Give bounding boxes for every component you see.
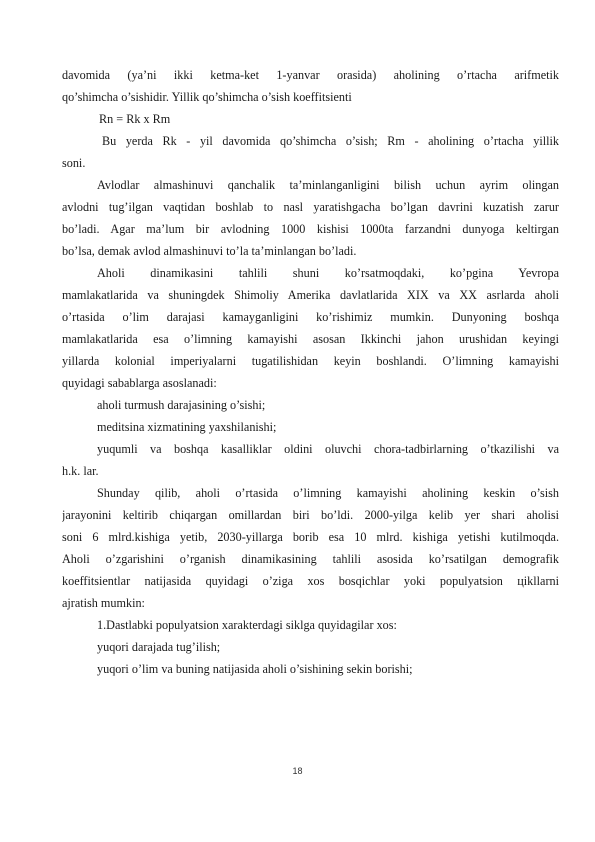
text-line: Shunday qilib, aholi o’rtasida o’limning kamayishi aholining keskin o’sish <box>97 486 559 500</box>
list-item: yuqori darajada tug’ilish; <box>97 640 221 654</box>
list-item: meditsina xizmatining yaxshilanishi; <box>97 420 277 434</box>
text-line: Avlodlar almashinuvi qanchalik ta’minlanganligini bilish uchun ayrim olingan <box>97 178 559 192</box>
text-line: mamlakatlarida va shuningdek Shimoliy Amerika davlatlarida XIX va XX asrlarda aholi <box>62 288 559 302</box>
text-line: ajratish mumkin: <box>62 596 145 610</box>
formula-line: Rn = Rk x Rm <box>99 112 171 126</box>
text-line: avlodni tug’ilgan vaqtidan boshlab to nasl yaratishgacha bo’lgan davrini kuzatish zarur <box>62 200 559 214</box>
text-line: davomida (ya’ni ikki ketma-ket 1-yanvar orasida) aholining o’rtacha arifmetik <box>62 68 559 82</box>
page-body <box>62 64 559 680</box>
list-item: yuqori o’lim va buning natijasida aholi o’sishining sekin borishi; <box>97 662 413 676</box>
text-line: qo’shimcha o’sishidir. Yillik qo’shimcha o’sish koeffitsienti <box>62 90 352 104</box>
text-line: yillarda kolonial imperiyalarni tugatilishidan keyin boshlandi. O’limning kamayishi <box>62 354 559 368</box>
list-item: aholi turmush darajasining o’sishi; <box>97 398 266 412</box>
text-line: Aholi dinamikasini tahlili shuni ko’rsatmoqdaki, ko’pgina Yevropa <box>97 266 559 280</box>
list-item: yuqumli va boshqa kasalliklar oldini oluvchi chora-tadbirlarning o’tkazilishi va <box>97 442 559 456</box>
text-line: soni. <box>62 156 86 170</box>
text-line: bo’ladi. Agar ma’lum bir avlodning 1000 kishisi 1000ta farzandni dunyoga keltirgan <box>62 222 559 236</box>
text-line: bo’lsa, demak avlod almashinuvi to’la ta’minlangan bo’ladi. <box>62 244 357 258</box>
text-line: quyidagi sabablarga asoslanadi: <box>62 376 217 390</box>
text-line: Aholi o’zgarishini o’rganish dinamikasining tahlili asosida ko’rsatilgan demografik <box>62 552 559 566</box>
text-line: mamlakatlarida esa o’limning kamayishi asosan Ikkinchi jahon urushidan keyingi <box>62 332 559 346</box>
text-line: soni 6 mlrd.kishiga yetib, 2030-yillarga borib esa 10 mlrd. kishiga yetishi kutilmoqda. <box>62 530 559 544</box>
page-number: 18 <box>292 766 303 776</box>
text-line: o’rtasida o’lim darajasi kamayganligini ko’rishimiz mumkin. Dunyoning boshqa <box>62 310 559 324</box>
text-line: h.k. lar. <box>62 464 99 478</box>
text-line: koeffitsientlar natijasida quyidagi o’ziga xos bosqichlar yoki populyatsion цikllarni <box>62 574 559 588</box>
text-line: jarayonini keltirib chiqargan omillardan biri bo’ldi. 2000-yilga kelib yer shari aholisi <box>62 508 559 522</box>
text-line: Bu yerda Rk - yil davomida qo’shimcha o’sish; Rm - aholining o’rtacha yillik <box>102 134 559 148</box>
list-heading: 1.Dastlabki populyatsion xarakterdagi siklga quyidagilar xos: <box>97 618 397 632</box>
